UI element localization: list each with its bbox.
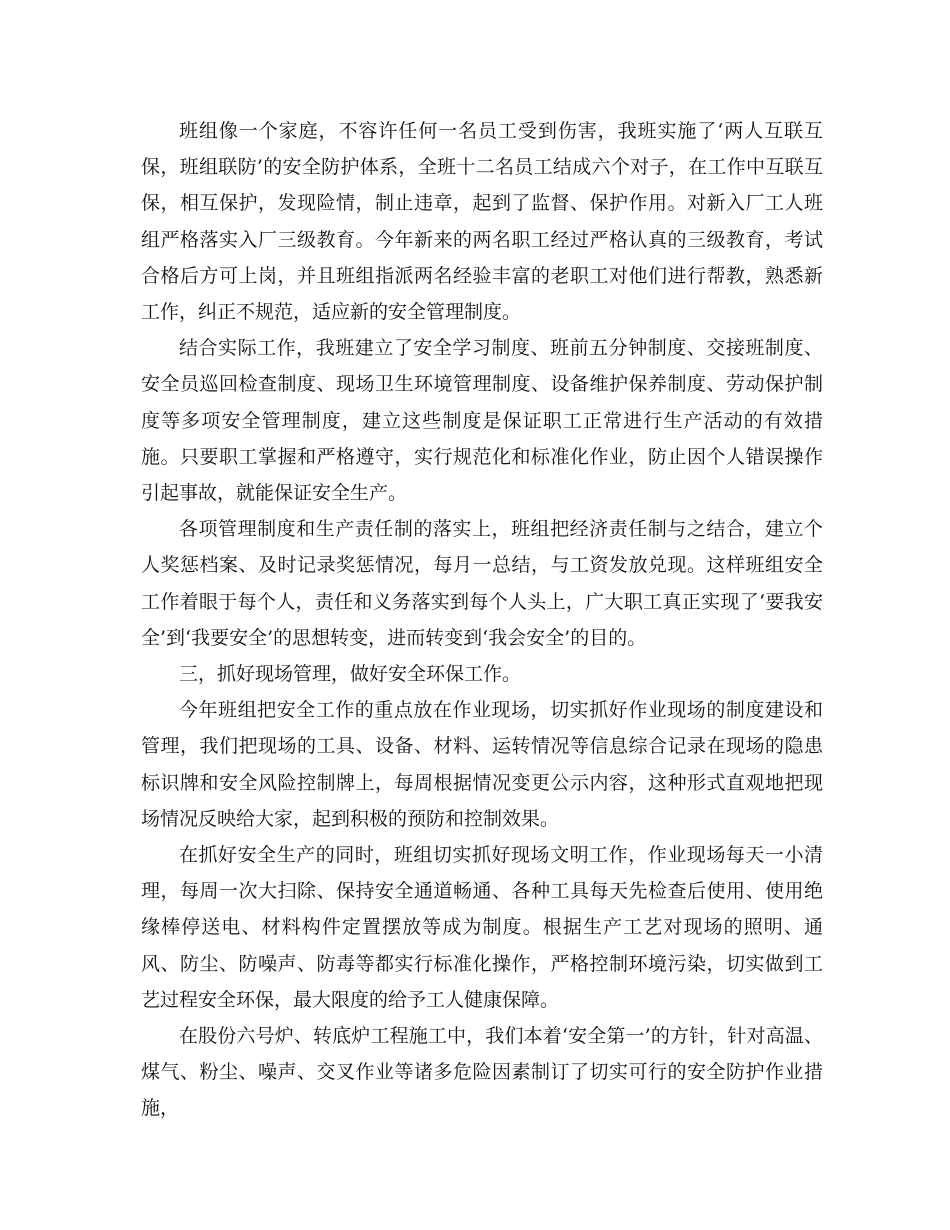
document-body	[141, 113, 823, 1127]
paragraph-safety-systems: 结合实际工作，我班建立了安全学习制度、班前五分钟制度、交接班制度、安全员巡回检查制度、现场卫生环境管理制度、设备维护保养制度、劳动保护制度等多项安全管理制度，建立这些制度是保证职工正常进行生产活动的有效措施。只要职工掌握和严格遵守，实行规范化和标准化作业，防止因个人错误操作引起事故，就能保证安全生产。	[141, 337, 823, 505]
paragraph-responsibility: 各项管理制度和生产责任制的落实上，班组把经济责任制与之结合，建立个人奖惩档案、及时记录奖惩情况，每月一总结，与工资发放兑现。这样班组安全工作着眼于每个人，责任和义务落实到每个人头上，广大职工真正实现了‘要我安全’到‘我要安全’的思想转变，进而转变到‘我会安全’的目的。	[141, 518, 823, 649]
paragraph-site-focus: 今年班组把安全工作的重点放在作业现场，切实抓好作业现场的制度建设和管理，我们把现场的工具、设备、材料、运转情况等信息综合记录在现场的隐患标识牌和安全风险控制牌上，每周根据情况变更公示内容，这种形式直观地把现场情况反映给大家，起到积极的预防和控制效果。	[141, 699, 823, 830]
paragraph-civilized-site: 在抓好安全生产的同时，班组切实抓好现场文明工作，作业现场每天一小清理，每周一次大扫除、保持安全通道畅通、各种工具每天先检查后使用、使用绝缘棒停送电、材料构件定置摆放等成为制度。根据生产工艺对现场的照明、通风、防尘、防噪声、防毒等都实行标准化操作，严格控制环境污染，切实做到工艺过程安全环保，最大限度的给予工人健康保障。	[141, 844, 823, 1011]
section-heading-site-management: 三，抓好现场管理，做好安全环保工作。	[179, 663, 522, 686]
paragraph-furnace-project: 在股份六号炉、转底炉工程施工中，我们本着‘安全第一’的方针，针对高温、煤气、粉尘、噪声、交叉作业等诸多危险因素制订了切实可行的安全防护作业措施，	[141, 1025, 823, 1120]
paragraph-team-family: 班组像一个家庭，不容许任何一名员工受到伤害，我班实施了‘两人互联互保，班组联防’的安全防护体系，全班十二名员工结成六个对子，在工作中互联互保，相互保护，发现险情，制止违章，起到了监督、保护作用。对新入厂工人班组严格落实入厂三级教育。今年新来的两名职工经过严格认真的三级教育，考试合格后方可上岗，并且班组指派两名经验丰富的老职工对他们进行帮教，熟悉新工作，纠正不规范，适应新的安全管理制度。	[141, 120, 823, 324]
